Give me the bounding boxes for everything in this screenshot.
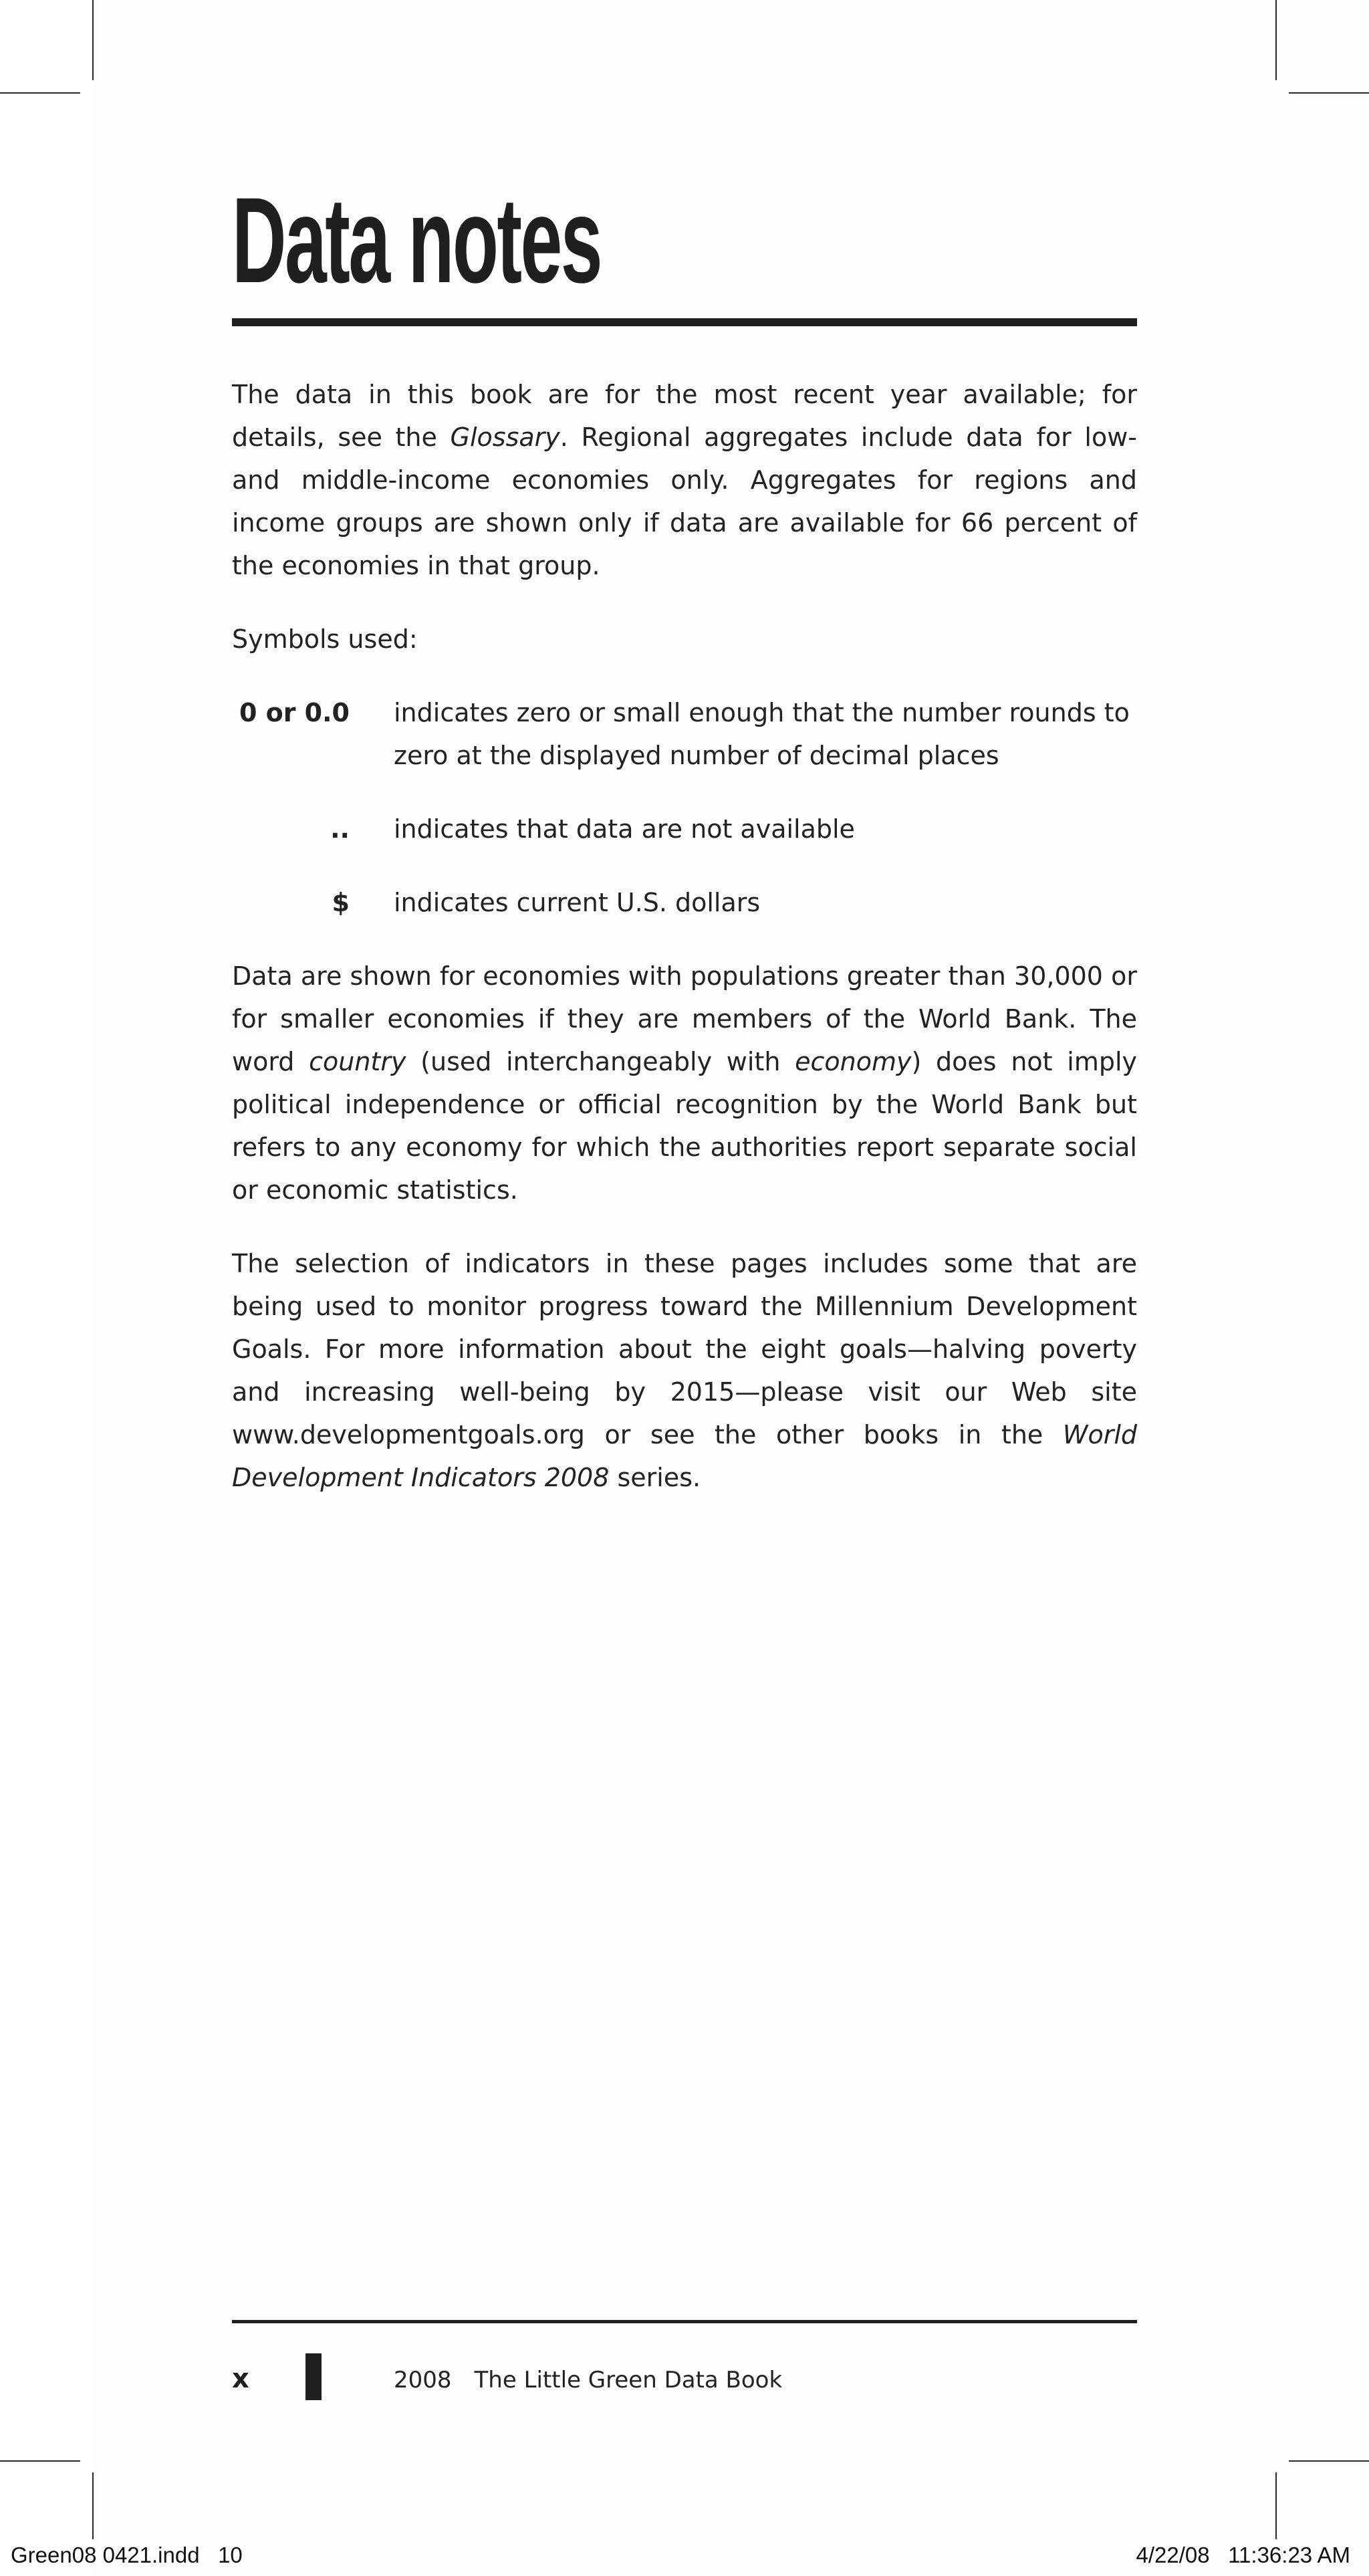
crop-mark: [1275, 2472, 1277, 2539]
crop-mark: [92, 0, 94, 80]
economy-term: economy: [795, 1047, 912, 1076]
coverage-text: (used interchangeably with: [406, 1047, 795, 1076]
symbol-description: indicates current U.S. dollars: [394, 888, 761, 917]
coverage-text: ) does not imply political independence or official recognition by the World Bank but refers to any economy for which the authorities report separate social or economic statistics.: [232, 1047, 1138, 1205]
coverage-text: Data are shown for economies with populations greater than 30,000 or for smaller economies if they are members of the World Bank. The word: [232, 961, 1137, 1076]
crop-mark: [1275, 0, 1277, 80]
running-footer: [394, 2361, 782, 2399]
indicators-text: The selection of indicators in these pages includes some that are being used to monitor progress toward the Millennium Development Goals. For more information about the eight goals—halving poverty and increasing well-being by 2015—please visit our Web site www.developmentgoals.org or see the other books in the: [232, 1249, 1137, 1449]
intro-text: . Regional aggregates include data for low- and middle-income economies only. Aggregates for regions and income groups are shown only if data are available for 66 percent of the economies in that group.: [232, 423, 1137, 580]
footer-rule: [232, 2320, 1137, 2323]
intro-paragraph: [232, 373, 1137, 587]
print-slug-file: Green08 0421.indd 10: [11, 2543, 243, 2567]
crop-mark: [0, 2460, 80, 2462]
country-term: country: [309, 1047, 406, 1076]
symbol-key: ..: [330, 814, 350, 844]
crop-mark: [0, 92, 80, 94]
symbol-row: [232, 808, 1137, 850]
glossary-term: Glossary: [450, 423, 560, 452]
indicators-text: series.: [609, 1463, 701, 1492]
symbol-description: indicates that data are not available: [394, 814, 855, 844]
symbol-key: $: [332, 888, 350, 917]
crop-mark: [92, 2472, 94, 2539]
series-title: World Development Indicators 2008: [232, 1420, 1137, 1492]
coverage-paragraph: [232, 955, 1137, 1211]
body-text: [232, 373, 1137, 1530]
intro-text: The data in this book are for the most recent year available; for details, see the: [232, 380, 1137, 452]
print-slug-timestamp: 4/22/08 11:36:23 AM: [1136, 2543, 1350, 2567]
symbol-row: [232, 881, 1137, 924]
symbol-key: 0 or 0.0: [239, 698, 350, 727]
page-folio: x: [232, 2363, 249, 2394]
title-rule: [232, 318, 1137, 326]
page-title: Data notes: [232, 172, 602, 308]
symbols-heading: Symbols used:: [232, 624, 418, 654]
crop-mark: [1289, 2460, 1369, 2462]
symbol-description: indicates zero or small enough that the number rounds to zero at the displayed number of decimal places: [394, 698, 1130, 770]
symbol-row: [232, 691, 1137, 777]
footer-book-title: The Little Green Data Book: [474, 2367, 783, 2393]
crop-mark: [1289, 92, 1369, 94]
folio-bar: [305, 2353, 322, 2400]
footer-year: 2008: [394, 2367, 452, 2393]
indicators-paragraph: [232, 1242, 1137, 1499]
